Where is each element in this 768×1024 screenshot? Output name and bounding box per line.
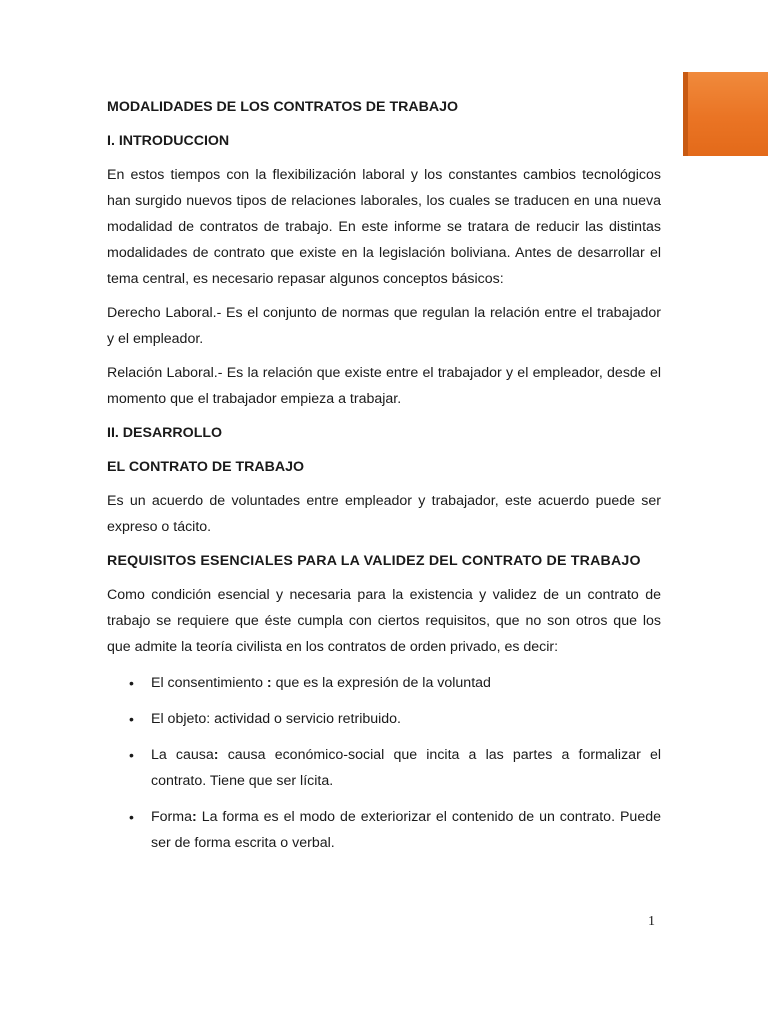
list-item bbox=[107, 742, 661, 794]
requirement-separator: : bbox=[206, 711, 215, 727]
bullet-icon: • bbox=[129, 747, 134, 763]
bullet-icon: • bbox=[129, 711, 134, 727]
definition-derecho-laboral: Derecho Laboral.- Es el conjunto de normas que regulan la relación entre el trabajador y el empleador. bbox=[107, 305, 661, 347]
requirement-term: El consentimiento bbox=[151, 675, 263, 691]
decorative-tab-stripe bbox=[683, 72, 688, 156]
requirement-text: causa económico-social que incita a las partes a formalizar el contrato. Tiene que ser lícita. bbox=[151, 747, 661, 789]
requirements-heading: REQUISITOS ESENCIALES PARA LA VALIDEZ DEL CONTRATO DE TRABAJO bbox=[107, 553, 641, 569]
requirement-term: La causa bbox=[151, 747, 214, 763]
list-item bbox=[107, 706, 661, 732]
list-item bbox=[107, 670, 661, 696]
requirement-separator: : bbox=[213, 747, 228, 763]
requirements-intro-paragraph: Como condición esencial y necesaria para la existencia y validez de un contrato de trabajo se requiere que éste cumpla con ciertos requisitos, que no son otros que los que admite la teoría civilista en los contratos de orden privado, es decir: bbox=[107, 587, 661, 655]
subheading-contrato-de-trabajo: EL CONTRATO DE TRABAJO bbox=[107, 459, 305, 475]
contract-definition-paragraph: Es un acuerdo de voluntades entre empleador y trabajador, este acuerdo puede ser expreso o tácito. bbox=[107, 493, 661, 535]
document-body bbox=[107, 94, 661, 856]
definition-relacion-laboral: Relación Laboral.- Es la relación que existe entre el trabajador y el empleador, desde el momento que el trabajador empieza a trabajar. bbox=[107, 365, 661, 407]
section-heading-introduccion: I. INTRODUCCION bbox=[107, 133, 230, 149]
bullet-icon: • bbox=[129, 675, 134, 691]
document-title: MODALIDADES DE LOS CONTRATOS DE TRABAJO bbox=[107, 99, 459, 115]
requirement-text: La forma es el modo de exteriorizar el contenido de un contrato. Puede ser de forma escrita o verbal. bbox=[151, 809, 661, 851]
requirement-term: Forma bbox=[151, 809, 192, 825]
section-heading-desarrollo: II. DESARROLLO bbox=[107, 425, 223, 441]
intro-paragraph: En estos tiempos con la flexibilización laboral y los constantes cambios tecnológicos han surgido nuevos tipos de relaciones laborales, los cuales se traducen en una nueva modalidad de contratos de trabajo. En este informe se tratara de reducir las distintas modalidades de contrato que existe en la legislación boliviana. Antes de desarrollar el tema central, es necesario repasar algunos conceptos básicos: bbox=[107, 167, 661, 287]
page-number: 1 bbox=[648, 914, 655, 929]
bullet-icon: • bbox=[129, 809, 134, 825]
decorative-orange-tab bbox=[683, 72, 768, 156]
requirements-list bbox=[107, 670, 661, 856]
requirement-separator: : bbox=[192, 809, 202, 825]
requirement-text: actividad o servicio retribuido. bbox=[214, 711, 401, 727]
requirement-separator: : bbox=[262, 675, 276, 691]
list-item bbox=[107, 804, 661, 856]
requirement-term: El objeto bbox=[151, 711, 207, 727]
requirement-text: que es la expresión de la voluntad bbox=[275, 675, 491, 691]
